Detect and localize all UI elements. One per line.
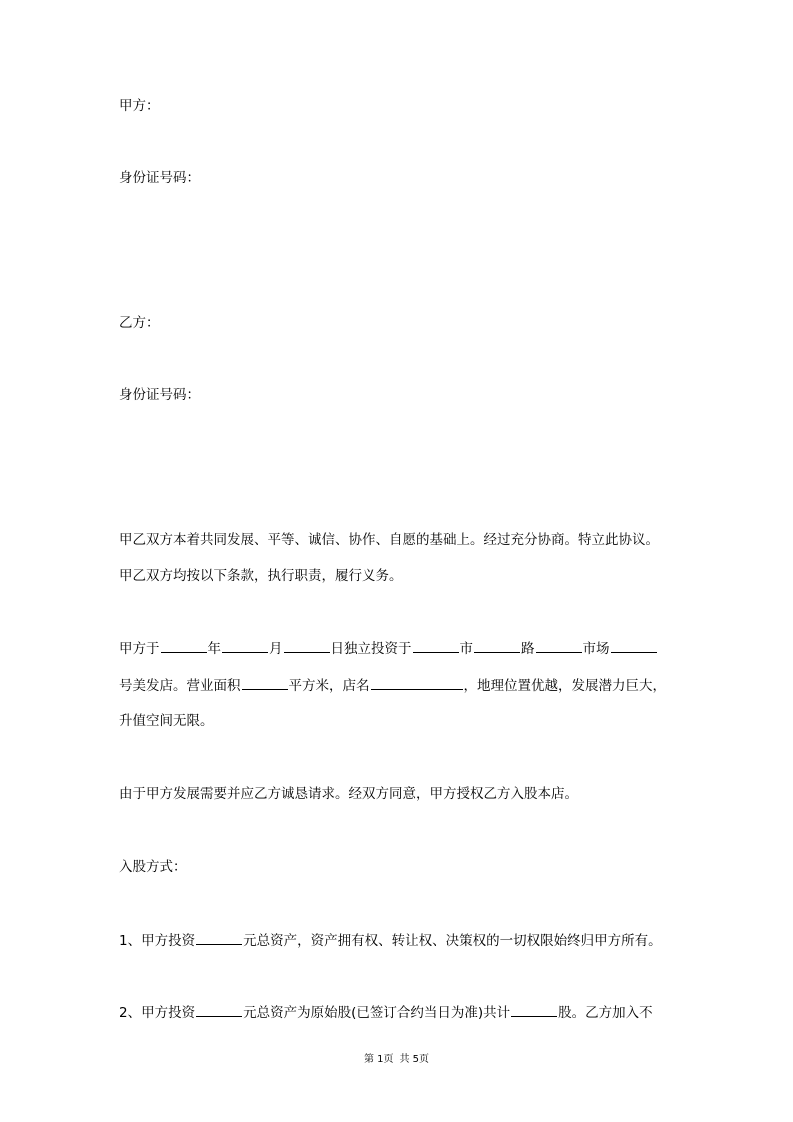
city-blank bbox=[413, 638, 459, 653]
intro-line-1: 甲乙双方本着共同发展、平等、诚信、协作、自愿的基础上。经过充分协商。特立此协议。 bbox=[119, 532, 659, 548]
text-segment: 年 bbox=[207, 641, 221, 657]
clause-2 bbox=[119, 1002, 653, 1023]
page-total: 共 5页 bbox=[399, 1054, 430, 1065]
road-blank bbox=[474, 638, 520, 653]
text-segment: 1、甲方投资 bbox=[119, 933, 196, 949]
text-segment: 甲方于 bbox=[119, 641, 160, 657]
year-blank bbox=[161, 638, 207, 653]
store-paragraph-line-3: 升值空间无限。 bbox=[119, 713, 214, 729]
text-segment: 市场 bbox=[582, 641, 610, 657]
area-blank bbox=[242, 675, 288, 690]
text-segment: 市 bbox=[459, 641, 473, 657]
investment-method-heading: 入股方式： bbox=[119, 859, 187, 875]
text-segment: 元总资产，资产拥有权、转让权、决策权的一切权限始终归甲方所有。 bbox=[243, 933, 662, 949]
party-b-id-label: 身份证号码： bbox=[119, 387, 200, 403]
authorization-paragraph: 由于甲方发展需要并应乙方诚恳请求。经双方同意，甲方授权乙方入股本店。 bbox=[119, 786, 578, 802]
day-blank bbox=[284, 638, 330, 653]
market-blank bbox=[536, 638, 582, 653]
page-number: 第 1页 bbox=[363, 1054, 394, 1065]
intro-line-2: 甲乙双方均按以下条款，执行职责，履行义务。 bbox=[119, 568, 403, 584]
store-paragraph-line-2 bbox=[119, 675, 666, 696]
page-footer bbox=[0, 1053, 793, 1067]
text-segment: 2、甲方投资 bbox=[119, 1005, 196, 1021]
clause-1 bbox=[119, 930, 662, 951]
amount-blank bbox=[196, 930, 242, 945]
party-b-label: 乙方： bbox=[119, 315, 160, 331]
party-a-label: 甲方： bbox=[119, 98, 160, 114]
text-segment: 路 bbox=[521, 641, 535, 657]
number-blank bbox=[611, 638, 657, 653]
text-segment: 号美发店。营业面积 bbox=[119, 678, 241, 694]
text-segment: 股。乙方加入不 bbox=[558, 1005, 653, 1021]
text-segment: ，地理位置优越，发展潜力巨大， bbox=[463, 678, 666, 694]
party-a-id-label: 身份证号码： bbox=[119, 170, 200, 186]
month-blank bbox=[222, 638, 268, 653]
text-segment: 元总资产为原始股(已签订合约当日为准)共计 bbox=[243, 1005, 511, 1021]
text-segment: 平方米，店名 bbox=[288, 678, 370, 694]
shares-blank bbox=[511, 1002, 557, 1017]
amount-blank bbox=[196, 1002, 242, 1017]
store-paragraph-line-1 bbox=[119, 638, 658, 659]
store-name-blank bbox=[371, 675, 463, 690]
text-segment: 日独立投资于 bbox=[330, 641, 412, 657]
text-segment: 月 bbox=[269, 641, 283, 657]
